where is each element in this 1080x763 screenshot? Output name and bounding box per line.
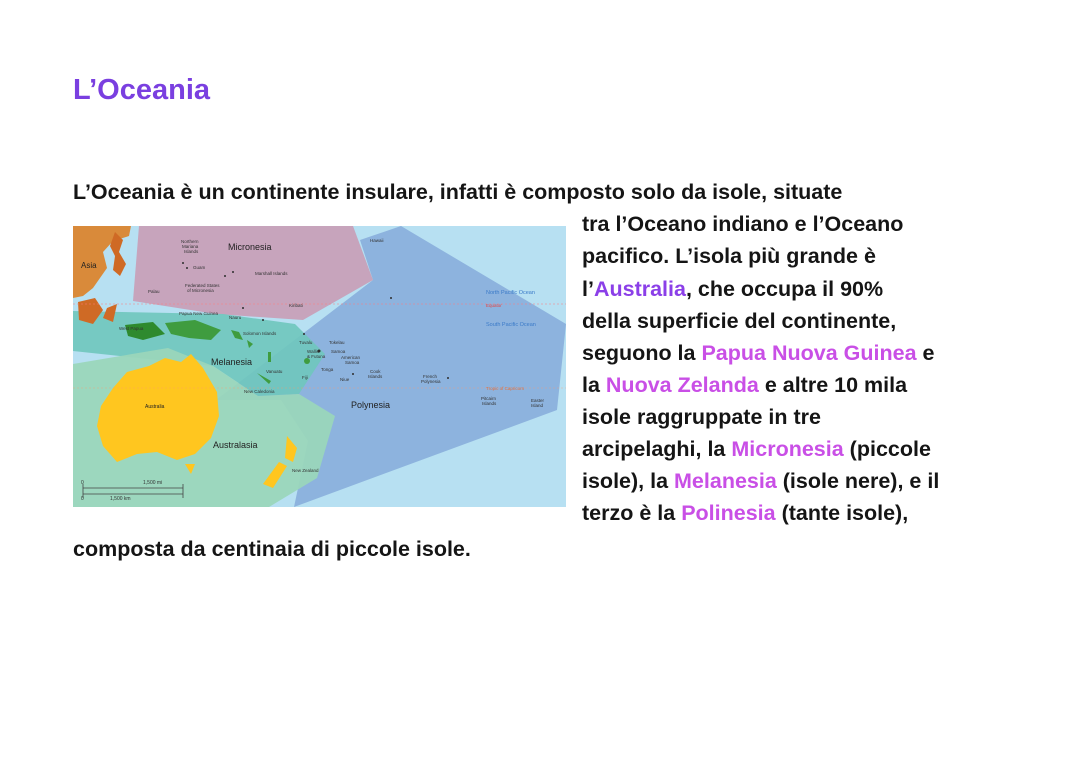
- map-label-new-caledonia: New Caledonia: [244, 389, 275, 394]
- body-line: [582, 401, 821, 433]
- map-label-american-samoa: Samoa: [345, 360, 360, 365]
- oceania-map: [73, 226, 566, 507]
- highlighted-term: Melanesia: [674, 469, 777, 493]
- map-label-french-polynesia: Polynesia: [421, 379, 441, 384]
- map-label-west-papua: West Papua: [119, 326, 144, 331]
- highlighted-term: Australia: [593, 277, 686, 301]
- map-label-palau: Palau: [148, 289, 160, 294]
- body-line: [582, 369, 907, 401]
- map-scale-mi: 1,500 mi: [143, 480, 163, 486]
- map-label-polynesia: Polynesia: [351, 400, 391, 410]
- map-label-samoa: Samoa: [331, 349, 346, 354]
- map-label-tonga: Tonga: [321, 367, 334, 372]
- body-text: l’: [582, 277, 594, 301]
- body-text: L’Oceania è un continente insulare, infatti è composto solo da isole, situate: [73, 180, 843, 204]
- map-label-tuvalu: Tuvalu: [299, 340, 313, 345]
- map-label-nauru: Nauru: [229, 315, 242, 320]
- map-label-new-zealand: New Zealand: [292, 468, 319, 473]
- highlighted-term: Polinesia: [681, 501, 776, 525]
- map-label-fiji: Fiji: [302, 375, 308, 380]
- body-line: [582, 273, 883, 305]
- body-text: (piccole: [843, 437, 931, 461]
- map-label-kiribati: Kiribati: [289, 303, 303, 308]
- map-label-guam: Guam: [193, 265, 206, 270]
- map-label-pitcairn: Pitcairn: [481, 396, 497, 401]
- map-label-northern-mariana: Islands: [184, 249, 199, 254]
- map-label-northern-mariana: Northern: [181, 239, 199, 244]
- body-text: e: [916, 341, 935, 365]
- map-label-south-pacific: South Pacific Ocean: [486, 322, 536, 328]
- body-line: [582, 497, 908, 529]
- body-text: arcipelaghi, la: [582, 437, 732, 461]
- map-label-north-pacific: North Pacific Ocean: [486, 290, 535, 296]
- map-label-equator: Equator: [486, 303, 502, 308]
- map-label-cook: Islands: [368, 374, 383, 379]
- highlighted-term: Papua Nuova Guinea: [701, 341, 917, 365]
- body-text: tra l’Oceano indiano e l’Oceano: [582, 212, 904, 236]
- body-line: [582, 305, 896, 337]
- body-line: [582, 465, 939, 497]
- map-label-solomon: Solomon Islands: [243, 331, 277, 336]
- map-label-tropic: Tropic of Capricorn: [486, 386, 525, 391]
- body-text: isole), la: [582, 469, 675, 493]
- map-label-pitcairn: Islands: [482, 401, 497, 406]
- body-text: la: [582, 373, 606, 397]
- body-text: composta da centinaia di piccole isole.: [73, 537, 471, 561]
- map-label-wallis: & Futuna: [307, 354, 326, 359]
- map-scale-zero: 0: [81, 480, 84, 486]
- body-line: [582, 433, 931, 465]
- body-text: (isole nere), e il: [776, 469, 940, 493]
- body-text: (tante isole),: [775, 501, 909, 525]
- map-label-melanesia: Melanesia: [211, 357, 253, 367]
- map-label-australasia: Australasia: [213, 440, 258, 450]
- body-line: [73, 533, 471, 565]
- map-scale-km: 1,500 km: [110, 496, 131, 502]
- map-label-vanuatu: Vanuatu: [266, 369, 283, 374]
- map-scale-zero: 0: [81, 496, 84, 502]
- highlighted-term: Micronesia: [731, 437, 844, 461]
- map-label-fsm: of Micronesia: [187, 288, 214, 293]
- body-line: [582, 208, 903, 240]
- body-line: [582, 337, 934, 369]
- map-label-fsm: Federated States: [185, 283, 220, 288]
- body-text: isole raggruppate in tre: [582, 405, 821, 429]
- map-label-micronesia: Micronesia: [228, 242, 272, 252]
- map-label-niue: Niue: [340, 377, 350, 382]
- map-label-tokelau: Tokelau: [329, 340, 345, 345]
- body-text: della superficie del continente,: [582, 309, 897, 333]
- body-line: [73, 176, 842, 208]
- map-label-asia: Asia: [81, 261, 97, 270]
- body-text: terzo è la: [582, 501, 682, 525]
- map-label-northern-mariana: Mariana: [182, 244, 199, 249]
- map-label-hawaii: Hawaii: [370, 238, 384, 243]
- body-text: pacifico. L’isola più grande è: [582, 244, 876, 268]
- map-label-australia: Australia: [145, 404, 165, 410]
- body-text: , che occupa il 90%: [685, 277, 884, 301]
- body-text: seguono la: [582, 341, 702, 365]
- map-label-easter: Island: [531, 403, 544, 408]
- map-label-wallis: Wallis: [307, 349, 319, 354]
- map-label-marshall: Marshall Islands: [255, 271, 288, 276]
- page-title: L’Oceania: [73, 74, 211, 106]
- map-label-french-polynesia: French: [423, 374, 438, 379]
- map-label-american-samoa: American: [341, 355, 361, 360]
- body-text: e altre 10 mila: [758, 373, 908, 397]
- body-line: [582, 240, 876, 272]
- map-label-cook: Cook: [370, 369, 381, 374]
- highlighted-term: Nuova Zelanda: [605, 373, 759, 397]
- map-label-easter: Easter: [531, 398, 545, 403]
- map-label-png: Papua New Guinea: [179, 311, 219, 316]
